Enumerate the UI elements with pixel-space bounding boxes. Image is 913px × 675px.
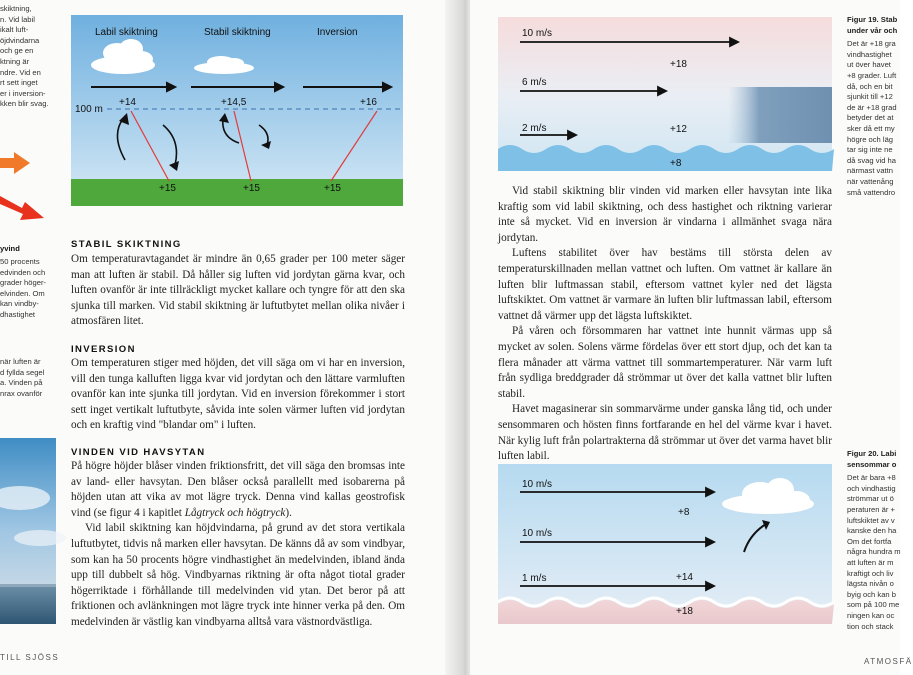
speed-2: 2 m/s xyxy=(522,123,547,134)
margin-line: de är +18 grad xyxy=(847,102,897,112)
red-arrow-icon xyxy=(0,196,44,220)
margin-line: n. Vid labil xyxy=(0,14,35,24)
margin-line: nrax ovanför xyxy=(0,388,43,398)
margin-line: kan vindby- xyxy=(0,299,39,309)
margin-line: Om det fortfa xyxy=(847,536,892,546)
ground-value-1: +15 xyxy=(159,183,176,194)
margin-line: högre och läg xyxy=(847,134,894,144)
orange-arrow-icon xyxy=(0,152,30,174)
margin-line: små vattendro xyxy=(847,187,896,197)
figure-20-caption xyxy=(847,449,900,632)
margin-line: ktning är xyxy=(0,56,30,66)
heading-stabil-skiktning: STABIL SKIKTNING xyxy=(71,239,182,250)
margin-line: Det är +18 gra xyxy=(847,39,896,49)
margin-line: byig och kan b xyxy=(847,589,896,599)
label-labil: Labil skiktning xyxy=(95,27,158,38)
paragraph-vinden: På högre höjder blåser vinden friktionsfritt, det vill säga den bromsas inte av land- eller havsytan. Den blåser också parallellt med isobarerna på höjden utan att vika av mot lägre tryck. Denna vind kallas geostrofisk vind (se figur 4 i kapitlet Lågtryck och högtryck). Vid labil skiktning kan höjdvindarna, på grund av det stora vertikala luftutbytet, tidvis nå marken eller havsytan. De känns då av som vindbyar, som kan ha 50 procents högre vindhastighet än medelvinden, ibland ända upp till dubbelt så hög. Vindbyarnas riktning är ofta något tiotal grader högerriktade i förhållande till medelvinden vid ytan. Det beror på att friktionen och avlänkningen mot lägre tryck inte hinner verka på den. Om medelvinden är västlig kan vindbyarna alltså vara västnordvästliga. xyxy=(71,460,405,628)
margin-line: ndre. Vid en xyxy=(0,67,41,77)
margin-line: ikalt luft- xyxy=(0,25,29,35)
margin-line: några hundra m xyxy=(847,547,901,557)
heading-inversion: INVERSION xyxy=(71,344,136,355)
margin-line: närmast vattn xyxy=(847,166,894,176)
temp-8: +8 xyxy=(678,507,690,518)
margin-line: a. Vinden på xyxy=(0,378,43,388)
right-body-text: Vid stabil skiktning blir vinden vid marken eller havsytan inte lika kraftig som vid labil skiktning, och dess hastighet och riktning varierar inte så mycket. Vid en inversion är vindarna i allmänhet svaga nära jordytan. Luftens stabilitet över hav bestäms till största delen av temperaturskillnaden mellan vattnet och luften. Om vattnet är kallare än luften blir luftmassan stabil, eftersom vattnet kyler ned det lägsta luftskiktet. Om vattnet är varmare än luften blir luftmassan labil, eftersom vattnet då värmer upp det lägsta luftskiktet. På våren och försommaren har vattnet inte hunnit värmas upp så mycket av solen. Solens värme fördelas över ett stort djup, och det kan ta flera månader att värma vattnet till sommartemperaturer. När varm luft från sydliga breddgrader då strömmar ut över det kalla vattnet blir luften stabil. Havet magasinerar sin sommarvärme under ganska lång tid, och under sensommaren och hösten finns fortfarande en hel del värme kvar i havet. När kylig luft från polartrakterna då strömmar ut över det varma havet blir luften labil. xyxy=(498,185,832,463)
right-page xyxy=(470,0,913,675)
temp-8: +8 xyxy=(670,158,682,169)
top-value-1: +14 xyxy=(119,97,136,108)
margin-line: elvinden. Om xyxy=(0,288,45,298)
margin-line: +8 grader. Luft xyxy=(847,70,897,80)
left-footer: TILL SJÖSS xyxy=(0,653,60,662)
top-value-3: +16 xyxy=(360,97,377,108)
margin-line: strömmar ut ö xyxy=(847,494,894,504)
margin-line: rt sett inget xyxy=(0,78,38,88)
paragraph-inversion: Om temperaturen stiger med höjden, det vill säga om vi har en inversion, vill den tunga kalluften ligga kvar vid jordytan och den lättare varmluften ovanför kan inte sjunka till jordytan. Vid en inversion förekommer i stort sett inget vertikalt luftutbyte, såvida inte solen värmer luften vid jordytan och en kraftig vind "blandar om" i luften. xyxy=(71,357,405,432)
margin-line: tar sig inte ne xyxy=(847,145,893,155)
margin-line: vindhastighet xyxy=(847,49,892,59)
label-inversion: Inversion xyxy=(317,27,358,38)
margin-line: kanske den ha xyxy=(847,526,897,536)
margin-line: er i inversion- xyxy=(0,88,46,98)
margin-line: att luften är m xyxy=(847,557,894,567)
margin-line: när luften är xyxy=(0,357,41,366)
figure-20 xyxy=(498,464,832,624)
margin-line: edvinden och xyxy=(0,267,46,277)
margin-line: och ge en xyxy=(0,46,34,56)
speed-10: 10 m/s xyxy=(522,28,553,39)
caption-title-line: Figur 20. Labi xyxy=(847,449,897,458)
margin-heading-vind: yvind xyxy=(0,244,20,253)
speed-10-upper: 10 m/s xyxy=(522,479,553,490)
margin-line: betyder det at xyxy=(847,113,894,123)
margin-line: sjunkit till +12 xyxy=(847,92,893,102)
margin-line: kken blir svag. xyxy=(0,99,49,109)
speed-10-mid: 10 m/s xyxy=(522,528,553,539)
temp-14: +14 xyxy=(676,572,693,583)
margin-line: luftskiktet av v xyxy=(847,515,895,525)
margin-text-low xyxy=(0,357,56,399)
margin-line: öjdvindarna xyxy=(0,35,40,45)
caption-title-line: Figur 19. Stab xyxy=(847,15,898,24)
speed-6: 6 m/s xyxy=(522,77,547,88)
margin-line: då, och en bit xyxy=(847,81,893,91)
margin-line: ningen kan oc xyxy=(847,610,895,620)
ground-value-3: +15 xyxy=(324,183,341,194)
label-stabil: Stabil skiktning xyxy=(204,27,271,38)
margin-line: skiktning, xyxy=(0,4,32,13)
temp-12: +12 xyxy=(670,124,687,135)
margin-line: då svag vid ha xyxy=(847,155,896,165)
margin-line: ut över havet xyxy=(847,60,891,70)
height-label: 100 m xyxy=(75,104,103,115)
figure-19 xyxy=(498,17,832,171)
margin-line: d fyllda segel xyxy=(0,367,45,377)
margin-line: 50 procents xyxy=(0,257,40,266)
temp-18: +18 xyxy=(670,59,687,70)
margin-line: och vindhastig xyxy=(847,483,896,493)
margin-arrows xyxy=(0,150,50,230)
margin-line: tion och stack xyxy=(847,621,894,631)
margin-line: som på 100 me xyxy=(847,600,900,610)
right-footer: ATMOSFÄ xyxy=(864,657,913,666)
sea-photo xyxy=(0,438,56,624)
margin-line: när vattenång xyxy=(847,176,894,186)
temp-18: +18 xyxy=(676,606,693,617)
margin-text-mid xyxy=(0,257,56,321)
paragraph-stabil: Om temperaturavtagandet är mindre än 0,65 grader per 100 meter säger man att luften är stabil. Då håller sig luften vid jordytan gärna kvar, och luften ovanför är inte tillräckligt mycket kallare och tyngre för att den ska sjunka till marken. Vid stabil skiktning är luftutbytet mellan olika nivåer i atmosfären litet. xyxy=(71,253,405,328)
ground-value-2: +15 xyxy=(243,183,260,194)
caption-title-line: sensommar o xyxy=(847,459,897,469)
speed-1: 1 m/s xyxy=(522,573,547,584)
margin-line: peraturen är + xyxy=(847,504,895,514)
margin-line: lägsta nivån o xyxy=(847,579,894,589)
margin-line: kraftigt och liv xyxy=(847,568,894,578)
top-value-2: +14,5 xyxy=(221,97,247,108)
heading-vinden-vid-havsytan: VINDEN VID HAVSYTAN xyxy=(71,447,206,458)
margin-line: dhastighet xyxy=(0,309,36,319)
margin-text-top xyxy=(0,4,58,110)
stability-figure xyxy=(71,15,403,206)
margin-line: sker då ett my xyxy=(847,123,895,133)
margin-line: grader höger- xyxy=(0,278,47,288)
margin-line: Det är bara +8 xyxy=(847,473,896,483)
caption-title-line: under vår och xyxy=(847,25,898,35)
figure-19-caption xyxy=(847,15,900,198)
